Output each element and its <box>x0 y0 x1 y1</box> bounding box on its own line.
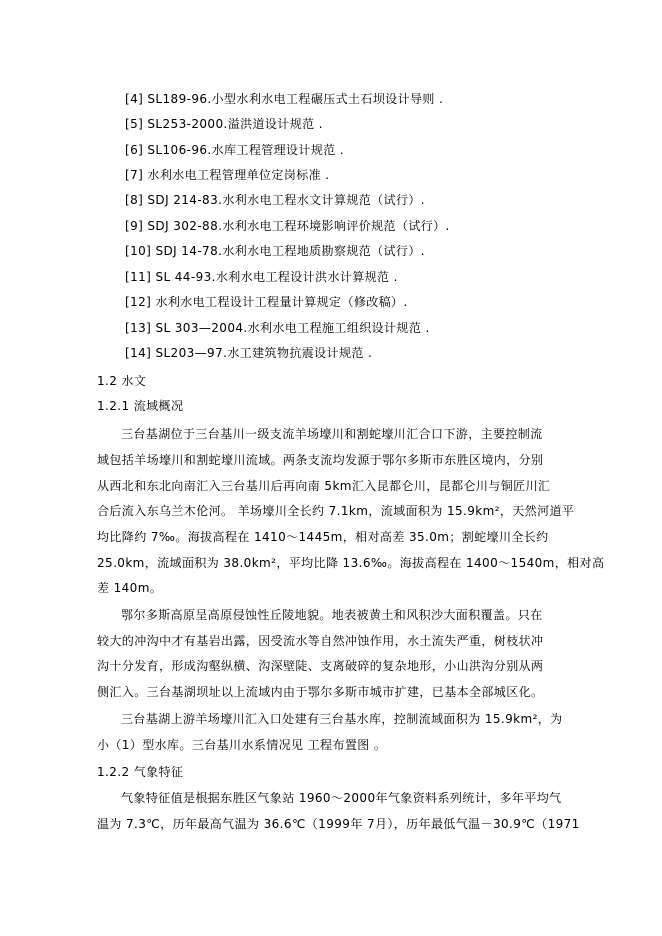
reference-item: [13] SL 303—2004.水利水电工程施工组织设计规范 . <box>125 321 430 335</box>
paragraph-line: 气象特征值是根据东胜区气象站 1960～2000年气象资料系列统计，多年平均气 <box>121 791 562 805</box>
reference-item: [9] SDJ 302-88.水利水电工程环境影响评价规范（试行）. <box>125 219 450 233</box>
reference-item: [6] SL106-96.水库工程管理设计规范 . <box>125 143 345 157</box>
paragraph-line: 小（1）型水库。三台基川水系情况见 工程布置图 。 <box>97 738 387 752</box>
paragraph-line: 合后流入东乌兰木伦河。 羊场壕川全长约 7.1km，流域面积为 15.9km²，天然河道平 <box>97 504 575 518</box>
reference-item: [10] SDJ 14-78.水利水电工程地质勘察规范（试行）. <box>125 244 425 258</box>
paragraph-line: 域包括羊场壕川和割蛇壕川流域。两条支流均发源于鄂尔多斯市东胜区境内，分别 <box>97 453 544 467</box>
reference-item: [8] SDJ 214-83.水利水电工程水文计算规范（试行）. <box>125 193 425 207</box>
paragraph-line: 温为 7.3℃，历年最高气温为 36.6℃（1999年 7月），历年最低气温－30.9℃（1971 <box>97 817 580 831</box>
paragraph-line: 三台基湖上游羊场壕川汇入口处建有三台基水库，控制流域面积为 15.9km²，为 <box>121 712 563 726</box>
paragraph-line: 差 140m。 <box>97 581 163 595</box>
reference-item: [14] SL203—97.水工建筑物抗震设计规范 . <box>125 346 373 360</box>
paragraph-line: 鄂尔多斯高原呈高原侵蚀性丘陵地貌。地表被黄土和风积沙大面积覆盖。只在 <box>121 608 543 622</box>
reference-item: [11] SL 44-93.水利水电工程设计洪水计算规范 . <box>125 270 398 284</box>
subsection-heading: 1.2.2 气象特征 <box>97 765 184 779</box>
paragraph-line: 从西北和东北向南汇入三台基川后再向南 5km汇入昆都仑川，昆都仑川与铜匠川汇 <box>97 479 551 493</box>
paragraph-line: 25.0km，流域面积为 38.0km²，平均比降 13.6‰。海拔高程在 1400～1540m，相对高 <box>97 556 605 570</box>
reference-item: [4] SL189-96.小型水利水电工程碾压式土石坝设计导则 . <box>125 92 444 106</box>
paragraph-line: 较大的冲沟中才有基岩出露，因受流水等自然冲蚀作用，水土流失严重，树枝状冲 <box>97 634 544 648</box>
paragraph-line: 沟十分发育，形成沟壑纵横、沟深壁陡、支离破碎的复杂地形，小山洪沟分别从两 <box>97 659 544 673</box>
reference-item: [7] 水利水电工程管理单位定岗标准 . <box>125 168 330 182</box>
section-heading: 1.2 水文 <box>97 374 147 388</box>
subsection-heading: 1.2.1 流域概况 <box>97 399 184 413</box>
reference-item: [12] 水利水电工程设计工程量计算规定（修改稿）. <box>125 295 408 309</box>
paragraph-line: 侧汇入。三台基湖坝址以上流域内由于鄂尔多斯市城市扩建，已基本全部城区化。 <box>97 685 544 699</box>
paragraph-line: 三台基湖位于三台基川一级支流羊场壕川和割蛇壕川汇合口下游，主要控制流 <box>121 427 543 441</box>
reference-item: [5] SL253-2000.溢洪道设计规范 . <box>125 117 323 131</box>
paragraph-line: 均比降约 7‰。海拔高程在 1410～1445m，相对高差 35.0m；割蛇壕川全长约 <box>97 530 549 544</box>
